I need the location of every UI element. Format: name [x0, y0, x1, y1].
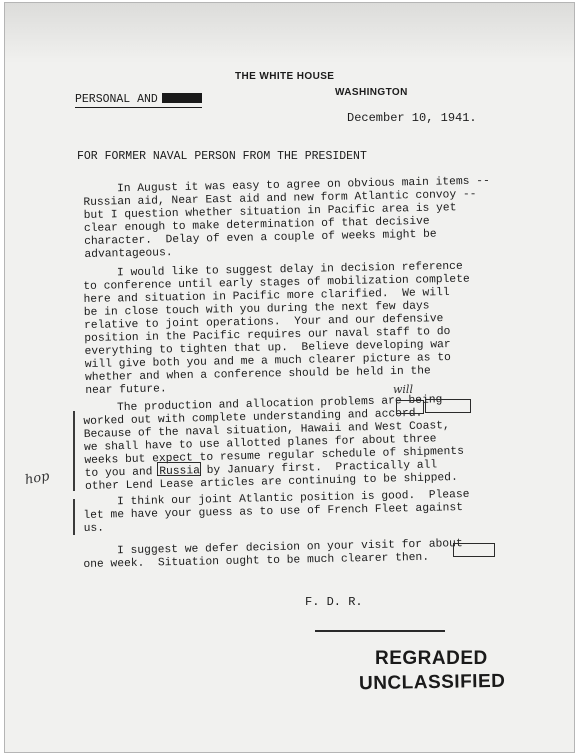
edit-mark-box: [453, 543, 495, 557]
edit-mark-box: [157, 462, 201, 476]
paragraph-2: I would like to suggest delay in decision reference to conference until early stages of mobilization complete here and situation in Pacific more clarified. We will be in close touch with you during the next few days relative to joint operations. Your and our defensive position in the Pacific requires our naval staff to do everything to tighten that up. Believe developing war will give both you and me a much clearer picture as to whether and when a conference should be held in the near future.: [83, 260, 470, 397]
handwritten-margin-note: hop: [23, 468, 51, 489]
paragraph-3: The production and allocation problems are being worked out with complete understanding and accord. Because of the naval situation, Hawaii and West Coast, we shall have to use allotted planes for about three weeks but expect to resume regular schedule of shipments to you and Russia by January first. Practically all other Lend Lease articles are continuing to be shipped.: [83, 394, 465, 493]
margin-bracket: [73, 411, 75, 491]
paragraph-5: I suggest we defer decision on your visit for about one week. Situation ought to be much clearer then.: [83, 538, 463, 571]
paragraph-4: I think our joint Atlantic position is good. Please let me have your guess as to use of French Fleet against us.: [83, 488, 470, 535]
letter-page: [4, 2, 575, 753]
letter-date: December 10, 1941.: [347, 111, 477, 125]
redaction-bar: [162, 93, 202, 103]
letterhead-city: WASHINGTON: [335, 87, 408, 98]
edit-mark-box: [396, 400, 424, 414]
addressee-line: FOR FORMER NAVAL PERSON FROM THE PRESIDENT: [77, 150, 367, 163]
regraded-stamp: [359, 648, 505, 694]
signature-line: [315, 630, 445, 632]
handwritten-insert: will: [393, 383, 413, 396]
margin-bracket: [73, 499, 75, 535]
signature-initials: F. D. R.: [305, 595, 363, 609]
paragraph-1: In August it was easy to agree on obvious main items -- Russian aid, Near East aid and new form Atlantic convoy -- but I question whether situation in Pacific area is yet clear enough to make determination of that decisive character. Delay of even a couple of weeks might be advantageous.: [83, 175, 490, 261]
stamp-line-1: REGRADED: [375, 648, 488, 669]
scan-shadow: [5, 3, 574, 63]
classification-text: PERSONAL AND: [75, 93, 158, 106]
edit-mark-box: [425, 399, 471, 413]
stamp-line-2: UNCLASSIFIED: [358, 670, 506, 695]
letterhead-title: THE WHITE HOUSE: [235, 71, 335, 82]
classification-marking: [75, 93, 202, 108]
